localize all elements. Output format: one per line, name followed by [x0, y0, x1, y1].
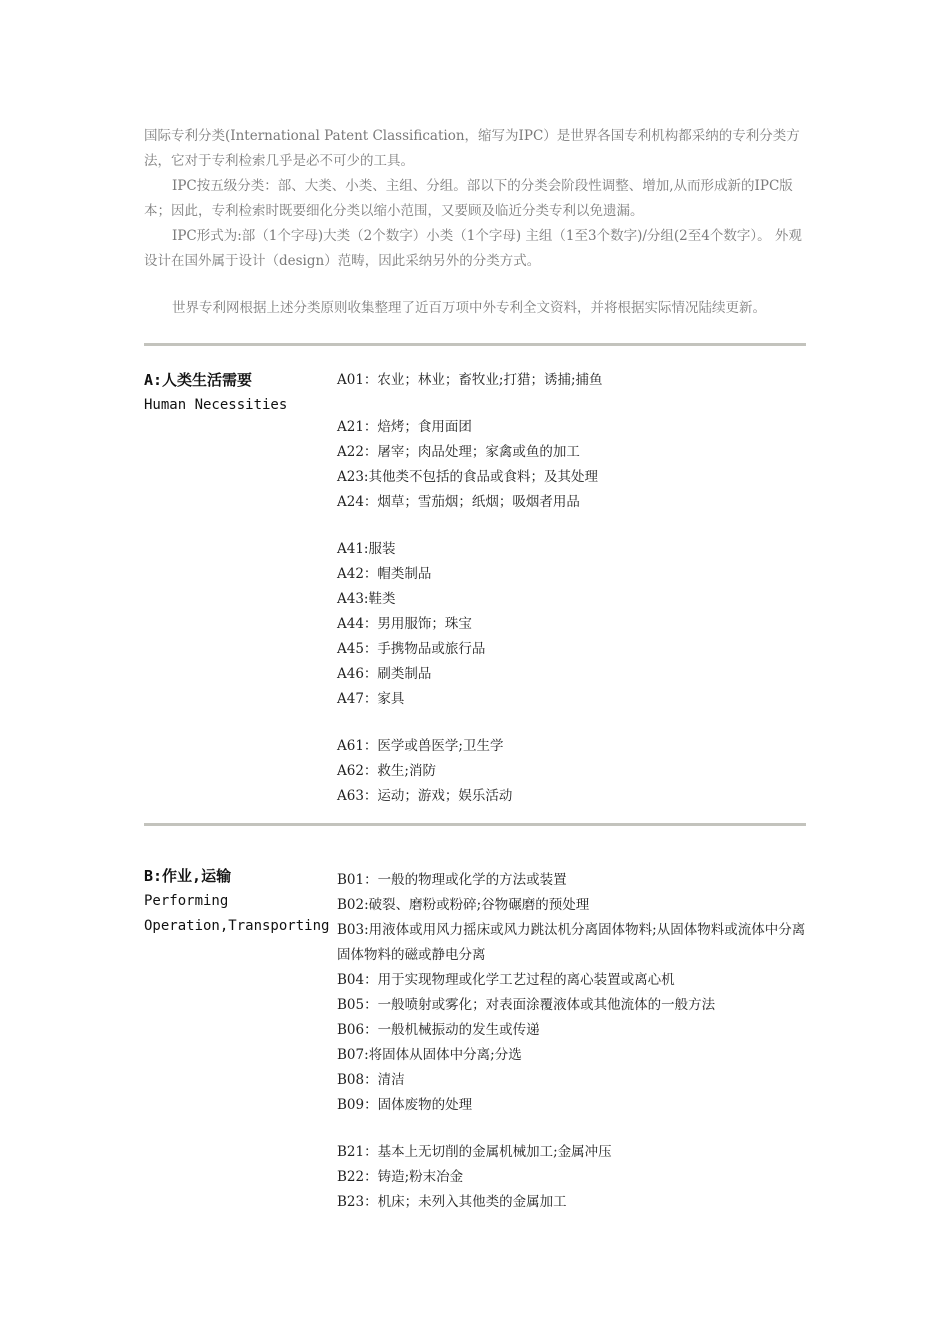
list-item: B03:用液体或用风力摇床或风力跳汰机分离固体物料;从固体物料或流体中分离固体物料的磁或静电分离: [337, 922, 806, 963]
intro-paragraph-3: IPC形式为:部（1个字母)大类（2个数字）小类（1个字母) 主组（1至3个数字)/分组(2至4个数字）。 外观设计在国外属于设计（design）范畴，因此采纳另外的分类方式。: [144, 228, 802, 269]
section-a-group-3: [337, 537, 807, 712]
list-item: A47：家具: [337, 691, 405, 707]
section-a-subtitle: Human Necessities: [144, 397, 288, 413]
section-b-heading: [144, 864, 334, 939]
section-b-group-1: [337, 868, 807, 1118]
section-a-title: A:人类生活需要: [144, 371, 253, 389]
section-a-group-2: [337, 415, 807, 515]
list-item: A42：帽类制品: [337, 566, 432, 582]
list-item: B01：一般的物理或化学的方法或装置: [337, 872, 567, 888]
list-item: A45：手携物品或旅行品: [337, 641, 486, 657]
list-item: B07:将固体从固体中分离;分选: [337, 1047, 522, 1063]
section-a-group-4: [337, 734, 807, 809]
list-item: B06：一般机械振动的发生或传递: [337, 1022, 540, 1038]
divider-middle: [144, 823, 806, 826]
list-item: A46：刷类制品: [337, 666, 432, 682]
list-item: A22：屠宰；肉品处理；家禽或鱼的加工: [337, 444, 580, 460]
list-item: A21：焙烤；食用面团: [337, 419, 472, 435]
list-item: B04：用于实现物理或化学工艺过程的离心装置或离心机: [337, 972, 675, 988]
list-item: B23：机床；未列入其他类的金属加工: [337, 1194, 567, 1210]
intro-paragraph-4: 世界专利网根据上述分类原则收集整理了近百万项中外专利全文资料，并将根据实际情况陆续更新。: [172, 300, 766, 316]
section-b-subtitle-2: Operation,Transporting: [144, 918, 330, 934]
intro-text: [144, 124, 806, 321]
list-item: A63：运动；游戏；娱乐活动: [337, 788, 513, 804]
list-item: B08：清洁: [337, 1072, 405, 1088]
section-a-items: [337, 368, 807, 831]
intro-paragraph-1: 国际专利分类(International Patent Classification，缩写为IPC）是世界各国专利机构都采纳的专利分类方法，它对于专利检索几乎是必不可少的工具。: [144, 128, 800, 169]
list-item: A24：烟草；雪茄烟；纸烟；吸烟者用品: [337, 494, 580, 510]
list-item: B09：固体废物的处理: [337, 1097, 473, 1113]
list-item: A43:鞋类: [337, 591, 396, 607]
list-item: A41:服装: [337, 541, 396, 557]
section-a-heading: [144, 368, 334, 418]
list-item: B02:破裂、磨粉或粉碎;谷物碾磨的预处理: [337, 897, 590, 913]
intro-paragraph-2: IPC按五级分类：部、大类、小类、主组、分组。部以下的分类会阶段性调整、增加,从而形成新的IPC版本；因此，专利检索时既要细化分类以缩小范围，又要顾及临近分类专利以免遗漏。: [144, 178, 793, 219]
list-item: A62：救生;消防: [337, 763, 436, 779]
list-item: B21：基本上无切削的金属机械加工;金属冲压: [337, 1144, 612, 1160]
section-b-items: [337, 868, 807, 1237]
section-b-group-2: [337, 1140, 807, 1215]
list-item: B05：一般喷射或雾化；对表面涂覆液体或其他流体的一般方法: [337, 997, 716, 1013]
divider-top: [144, 343, 806, 346]
list-item: A44：男用服饰；珠宝: [337, 616, 472, 632]
list-item: A61：医学或兽医学;卫生学: [337, 738, 504, 754]
section-b-subtitle-1: Performing: [144, 893, 229, 909]
list-item: B22：铸造;粉末冶金: [337, 1169, 464, 1185]
list-item: A23:其他类不包括的食品或食料；及其处理: [337, 469, 598, 485]
list-item: A01：农业；林业；畜牧业;打猎；诱捕;捕鱼: [337, 372, 603, 388]
section-b-title: B:作业,运输: [144, 867, 232, 885]
section-a-group-1: [337, 368, 807, 393]
